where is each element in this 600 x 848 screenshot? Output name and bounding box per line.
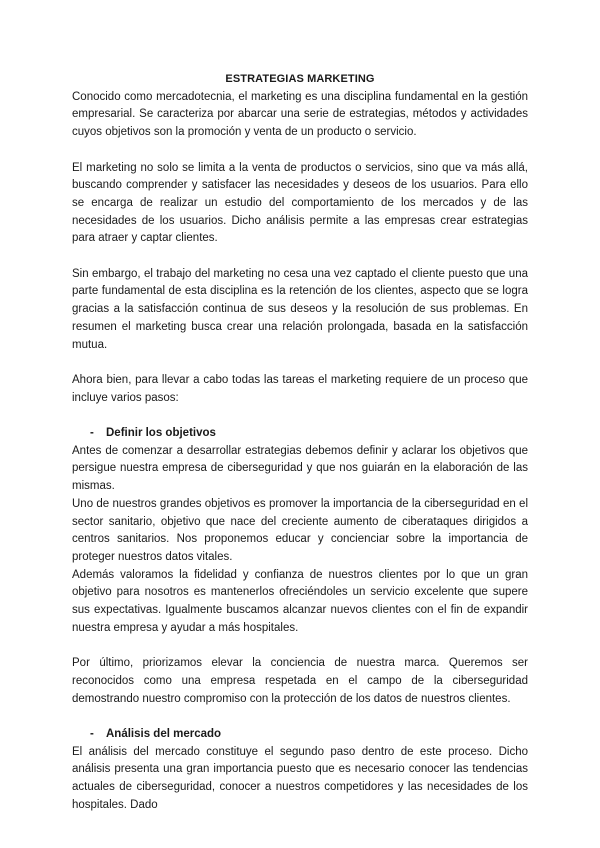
objectives-paragraph-4: Por último, priorizamos elevar la conciencia de nuestra marca. Queremos ser reconocidos como una empresa respetada en el campo de la ciberseguridad demostrando nuestro compromiso con la protección de los datos de nuestros clientes. (72, 657, 528, 705)
document-page (72, 71, 528, 814)
section-heading-text: Definir los objetivos (106, 427, 216, 439)
paragraph-spacer (72, 708, 528, 726)
paragraph-spacer (72, 354, 528, 372)
objectives-paragraph-3: Además valoramos la fidelidad y confianza de nuestros clientes por lo que un gran objetivo para nosotros es mantenerlos ofreciéndoles un servicio excelente que supere sus expectativas. Igualmente buscamos alcanzar nuevos clientes con el fin de expandir nuestra empresa y ayudar a más hospitales. (72, 568, 528, 634)
paragraph-spacer (72, 637, 528, 655)
intro-paragraph: Conocido como mercadotecnia, el marketing es una disciplina fundamental en la gestión empresarial. Se caracteriza por abarcar una serie de estrategias, métodos y actividades cuyos objetivos son la promoción y venta de un producto o servicio. (72, 90, 528, 139)
section-heading-objectives (72, 425, 528, 443)
paragraph-spacer (72, 142, 528, 160)
retention-paragraph: Sin embargo, el trabajo del marketing no cesa una vez captado el cliente puesto que una parte fundamental de esta disciplina es la retención de los clientes, aspecto que se logra gracias a la satisfacción continua de sus deseos y la resolución de sus problemas. En resumen el marketing busca crear una relación prolongada, basada en la satisfacción mutua. (72, 267, 528, 351)
section-heading-market-analysis (72, 726, 528, 744)
objectives-paragraph-2: Uno de nuestros grandes objetivos es promover la importancia de la ciberseguridad en el sector sanitario, objetivo que nace del creciente aumento de ciberataques dirigidos a centros sanitarios. Nos proponemos educar y concienciar sobre la importancia de proteger nuestros datos vitales. (72, 497, 528, 563)
bullet-dash: - (90, 727, 94, 740)
process-intro-paragraph: Ahora bien, para llevar a cabo todas las tareas el marketing requiere de un proceso que incluye varios pasos: (72, 373, 528, 404)
document-title: ESTRATEGIAS MARKETING (225, 73, 375, 85)
paragraph-spacer (72, 248, 528, 266)
marketing-scope-paragraph: El marketing no solo se limita a la venta de productos o servicios, sino que va más allá, buscando comprender y satisfacer las necesidades y deseos de los usuarios. Para ello se encarga de realizar un estudio del comportamiento de los mercados y de las necesidades de los usuarios. Dicho análisis permite a las empresas crear estrategias para atraer y captar clientes. (72, 161, 528, 245)
paragraph-spacer (72, 407, 528, 425)
section-heading-text: Análisis del mercado (106, 727, 222, 740)
market-analysis-paragraph: El análisis del mercado constituye el segundo paso dentro de este proceso. Dicho análisis presenta una gran importancia puesto que es necesario conocer las tendencias actuales de ciberseguridad, conocer a nuestros competidores y las necesidades de los hospitales. Dado (72, 745, 528, 811)
objectives-paragraph-1: Antes de comenzar a desarrollar estrategias debemos definir y aclarar los objetivos que persigue nuestra empresa de ciberseguridad y que nos guiarán en la elaboración de las mismas. (72, 444, 528, 493)
bullet-dash: - (90, 427, 94, 439)
